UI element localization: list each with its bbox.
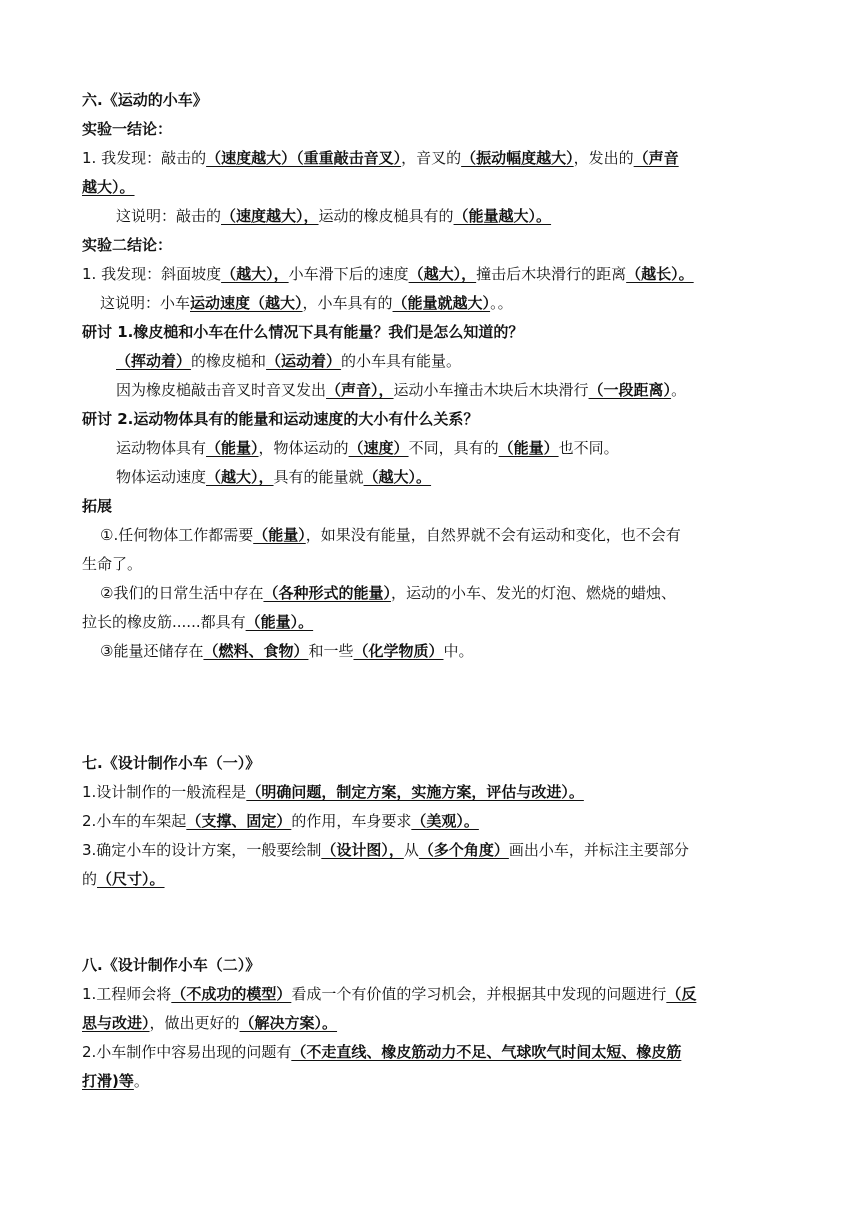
discussion-1-answer-2 [82,376,782,405]
text-run: 运动物体具有 [116,439,207,457]
discussion-2-answer-1 [82,434,782,463]
extension-1 [82,521,782,550]
text-run: 1. 我发现：敲击的 [82,149,207,167]
text-run: 这说明：敲击的 [116,207,222,225]
text-run: 具有的能量就 [273,468,364,486]
text-run: 也不同。 [558,439,619,457]
answer-blank: （化学物质） [353,642,444,660]
section-8-item-1-cont [82,1009,782,1038]
text-run: 运动小车撞击木块后木块滑行 [393,381,589,399]
text-run: 从 [403,841,419,859]
answer-blank: （能量） [206,439,259,457]
text-run: 的小车具有能量。 [341,352,462,370]
text-run: 不同，具有的 [408,439,499,457]
text-run: ，物体运动的 [258,439,349,457]
extension-3 [82,637,782,666]
answer-blank: （运动着） [266,352,342,370]
text-run: 2.小车制作中容易出现的问题有 [82,1043,292,1061]
extension-1-cont [82,550,782,579]
text-run: 因为橡皮槌敲击音叉时音叉发出 [116,381,327,399]
text-run: 。 [133,1072,149,1090]
answer-blank: （速度越大）（重重敲击音叉） [206,149,402,167]
text-run: ，发出的 [573,149,634,167]
text-run: 1.工程师会将 [82,985,172,1003]
answer-blank: （反 [666,985,697,1003]
answer-blank: （尺寸）。 [97,870,165,888]
section-8-item-2-cont [82,1067,782,1096]
extension-2-cont [82,608,782,637]
section-8 [82,951,782,1096]
section-7-title: 七.《设计制作小车（一）》 [82,754,261,772]
answer-blank: （能量越大）。 [453,207,552,225]
section-6-title: 六.《运动的小车》 [82,91,208,109]
answer-blank: （美观）。 [411,812,479,830]
extension-heading: 拓展 [82,497,113,515]
text-run: 画出小车，并标注主要部分 [508,841,689,859]
section-7-item-1 [82,778,782,807]
discussion-1-heading: 研讨 1.橡皮槌和小车在什么情况下具有能量？我们是怎么知道的？ [82,323,524,341]
text-run: 这说明：小车 [100,294,191,312]
answer-blank: （速度越大）， [221,207,319,225]
answer-blank: （越大）。 [363,468,432,486]
answer-blank: （越大）， [408,265,477,283]
section-7 [82,749,782,894]
answer-blank: 思与改进） [82,1014,150,1032]
answer-blank: （设计图）， [321,841,404,859]
answer-blank: 打滑)等 [82,1072,134,1090]
answer-blank: （多个角度） [418,841,509,859]
text-run: ，音叉的 [401,149,462,167]
answer-blank: （解决方案）。 [239,1014,338,1032]
answer-blank: （不走直线、橡皮筋动力不足、气球吹气时间太短、橡皮筋 [291,1043,682,1061]
discussion-1-answer-1 [82,347,782,376]
discussion-2-answer-2 [82,463,782,492]
text-run: ③能量还储存在 [100,642,204,660]
answer-blank: （振动幅度越大） [461,149,574,167]
text-run: 小车滑下后的速度 [288,265,409,283]
answer-blank: （能量） [498,439,559,457]
text-run: 2.小车的车架起 [82,812,187,830]
discussion-2-heading: 研讨 2.运动物体具有的能量和运动速度的大小有什么关系？ [82,410,479,428]
section-8-item-2 [82,1038,782,1067]
text-run: 。。 [490,294,513,312]
answer-blank: （声音）， [326,381,394,399]
text-run: 1.设计制作的一般流程是 [82,783,247,801]
answer-blank: （能量）。 [245,613,314,631]
text-run: ，小车具有的 [302,294,393,312]
answer-blank: （声音 [633,149,679,167]
text-run: ①.任何物体工作都需要 [100,526,254,544]
answer-blank: 越大）。 [82,178,135,196]
experiment-2-explanation [82,289,782,318]
text-run: 1. 我发现：斜面坡度 [82,265,222,283]
answer-blank: （燃料、食物） [203,642,309,660]
text-run: ，运动的小车、发光的灯泡、燃烧的蜡烛、 [390,584,676,602]
answer-blank: （越大）， [206,468,274,486]
text-run: ，如果没有能量，自然界就不会有运动和变化，也不会有 [305,526,681,544]
answer-blank: （速度） [348,439,409,457]
experiment-1-heading: 实验一结论： [82,120,173,138]
section-7-item-2 [82,807,782,836]
answer-blank: （越长）。 [626,265,694,283]
answer-blank: 运动速度（越大） [190,294,303,312]
text-run: ②我们的日常生活中存在 [100,584,264,602]
section-8-title: 八.《设计制作小车（二）》 [82,956,261,974]
text-run: 的 [82,870,98,888]
answer-blank: （越大）， [221,265,289,283]
text-run: 看成一个有价值的学习机会，并根据其中发现的问题进行 [291,985,667,1003]
experiment-1-finding-cont [82,173,782,202]
text-run: 生命了。 [82,555,143,573]
text-run: 。 [671,381,687,399]
text-run: 和一些 [308,642,354,660]
text-run: ，做出更好的 [149,1014,240,1032]
section-7-item-3-cont [82,865,782,894]
answer-blank: （一段距离） [588,381,672,399]
experiment-1-finding [82,144,782,173]
text-run: 运动的橡皮槌具有的 [318,207,454,225]
answer-blank: （能量） [253,526,306,544]
answer-blank: （能量就越大） [392,294,491,312]
text-run: 3.确定小车的设计方案，一般要绘制 [82,841,322,859]
text-run: 物体运动速度 [116,468,207,486]
section-7-item-3 [82,836,782,865]
extension-2 [82,579,782,608]
answer-blank: （明确问题，制定方案，实施方案，评估与改进）。 [246,783,584,801]
answer-blank: （不成功的模型） [171,985,292,1003]
text-run: 中。 [443,642,474,660]
text-run: 撞击后木块滑行的距离 [476,265,627,283]
answer-blank: （各种形式的能量） [263,584,391,602]
experiment-1-explanation [82,202,782,231]
text-run: 的橡皮槌和 [191,352,267,370]
answer-blank: （支撑、固定） [186,812,292,830]
section-6 [82,86,782,666]
text-run: 拉长的橡皮筋......都具有 [82,613,246,631]
section-8-item-1 [82,980,782,1009]
experiment-2-finding [82,260,782,289]
text-run: 的作用，车身要求 [291,812,412,830]
experiment-2-heading: 实验二结论： [82,236,173,254]
answer-blank: （挥动着） [116,352,192,370]
